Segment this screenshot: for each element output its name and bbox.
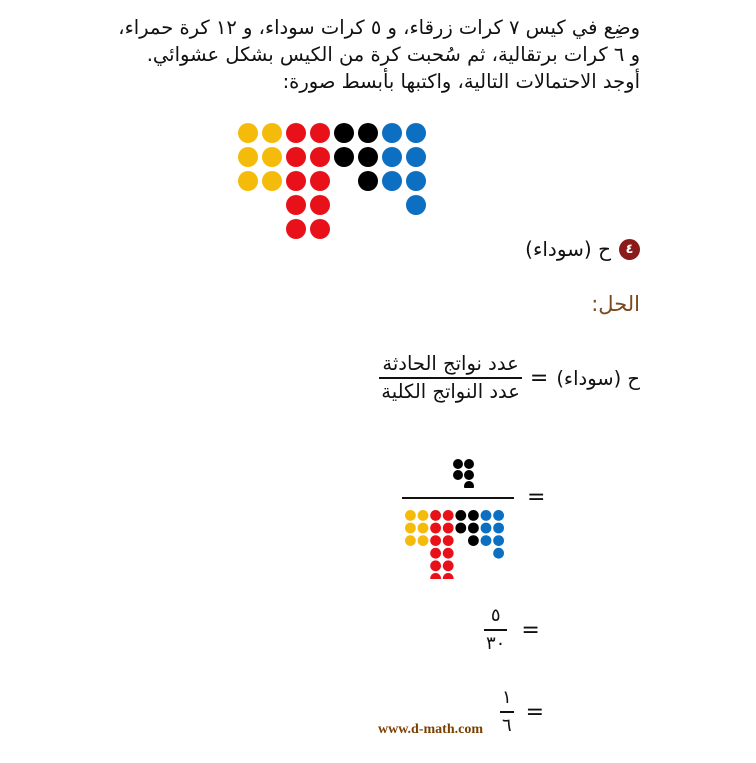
ball	[493, 523, 504, 534]
solution-label: الحل:	[591, 292, 640, 316]
website-footer: www.d-math.com	[378, 722, 483, 737]
ball	[238, 123, 258, 143]
ball	[238, 147, 258, 167]
ball	[310, 171, 330, 191]
ball	[443, 535, 454, 546]
ball	[418, 523, 429, 534]
ball	[443, 548, 454, 559]
question-part	[525, 237, 640, 261]
step3-row	[484, 603, 540, 657]
ball	[443, 560, 454, 571]
ball	[430, 548, 441, 559]
ball	[358, 123, 378, 143]
ball	[405, 523, 416, 534]
balls-illustration	[236, 121, 436, 241]
step3-fraction	[484, 603, 507, 657]
ball	[382, 123, 402, 143]
step4-denominator: ٦	[502, 715, 512, 736]
ball	[334, 123, 354, 143]
ball	[286, 171, 306, 191]
formula-numerator: عدد نواتج الحادثة	[382, 352, 519, 375]
ball	[468, 523, 479, 534]
step4-numerator: ١	[502, 687, 512, 708]
part-text: ح (سوداء)	[525, 237, 611, 261]
ball	[455, 523, 466, 534]
ball	[430, 510, 441, 521]
ball	[406, 171, 426, 191]
ball	[286, 195, 306, 215]
ball	[481, 510, 492, 521]
step4-equals: =	[525, 699, 545, 725]
ball	[430, 573, 441, 579]
problem-statement	[40, 14, 640, 95]
ball	[430, 523, 441, 534]
ball	[334, 147, 354, 167]
ball	[262, 147, 282, 167]
ball	[358, 171, 378, 191]
balls-denominator	[404, 509, 524, 579]
ball	[406, 195, 426, 215]
formula-lhs: ح (سوداء)	[556, 366, 640, 390]
ball	[493, 510, 504, 521]
ball	[493, 548, 504, 559]
ball	[310, 219, 330, 239]
formula-fraction	[379, 351, 522, 405]
step3-numerator: ٥	[490, 605, 501, 626]
ball	[262, 123, 282, 143]
ball	[453, 459, 463, 469]
ball	[405, 535, 416, 546]
step3-equals: =	[521, 617, 540, 643]
step2-equals: =	[527, 485, 546, 510]
balls-fraction-bar	[402, 497, 514, 499]
ball	[455, 510, 466, 521]
ball	[310, 147, 330, 167]
step4-fraction	[500, 685, 514, 739]
ball	[443, 510, 454, 521]
ball	[464, 481, 474, 488]
ball	[430, 535, 441, 546]
ball	[493, 535, 504, 546]
ball	[418, 510, 429, 521]
ball	[464, 459, 474, 469]
step3-denominator: ٣٠	[486, 633, 506, 654]
ball	[262, 171, 282, 191]
ball	[238, 171, 258, 191]
ball	[382, 147, 402, 167]
ball	[481, 535, 492, 546]
ball	[443, 523, 454, 534]
problem-line-1: وضِع في كيس ٧ كرات زرقاء، و ٥ كرات سوداء، و ١٢ كرة حمراء،	[118, 16, 640, 39]
ball	[286, 219, 306, 239]
ball	[468, 510, 479, 521]
step4-row	[500, 685, 544, 739]
part-number-badge: ٤	[619, 239, 640, 260]
black-balls-numerator	[452, 458, 482, 488]
ball	[286, 123, 306, 143]
formula-denominator: عدد النواتج الكلية	[381, 380, 520, 403]
formula-equals: =	[529, 365, 549, 391]
ball	[453, 470, 463, 480]
ball	[406, 147, 426, 167]
ball	[406, 123, 426, 143]
ball	[405, 510, 416, 521]
ball	[418, 535, 429, 546]
ball	[310, 195, 330, 215]
formula-row	[379, 351, 640, 405]
ball	[286, 147, 306, 167]
ball	[430, 560, 441, 571]
ball	[358, 147, 378, 167]
problem-line-3: أوجد الاحتمالات التالية، واكتبها بأبسط صورة:	[282, 70, 640, 93]
ball	[382, 171, 402, 191]
ball	[468, 535, 479, 546]
problem-line-2: و ٦ كرات برتقالية، ثم سُحبت كرة من الكيس بشكل عشوائي.	[146, 43, 640, 66]
ball	[443, 573, 454, 579]
ball	[481, 523, 492, 534]
ball	[310, 123, 330, 143]
ball	[464, 470, 474, 480]
